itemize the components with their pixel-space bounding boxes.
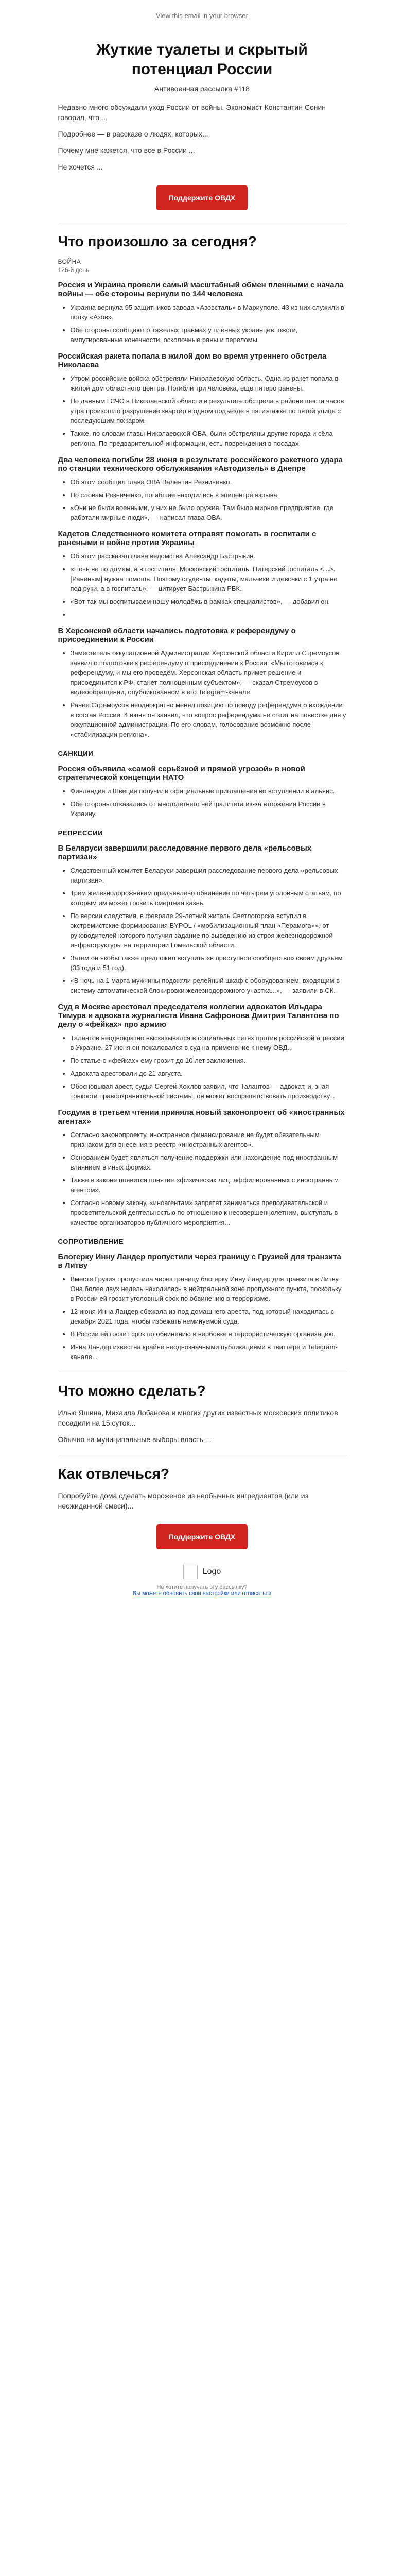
- unsubscribe-link[interactable]: Вы можете обновить свои настройки или отписаться: [132, 1590, 272, 1597]
- news-bullet: • По данным ГСЧС в Николаевской области в результате обстрела в районе шести часов утра произошло разрушение квартир в одном подъезде в пятиэтажке по пятой улице с последующим пожаром.: [71, 396, 346, 426]
- what-to-do-paragraph-2: Обычно на муниципальные выборы власть ...: [58, 1435, 212, 1444]
- law-bullet: • Основанием будет являться получение поддержки или нахождение под иностранным влиянием в иных формах.: [71, 1153, 346, 1172]
- sanctions-title: Россия объявила «самой серьёзной и прямой угрозой» в новой стратегической концепции НАТО: [58, 765, 305, 782]
- logo-label: Logo: [202, 1567, 221, 1576]
- resistance-bullet: • Вместе Грузия пропустила через границу блогерку Инну Ландер для транзита в Литву. Она более двух недель находилась в нейтральной зоне пропускного пункта, поскольку в России ей грозит уголовный срок по обвинению в терроризме.: [71, 1274, 346, 1303]
- news-title: Российская ракета попала в жилой дом во время утреннего обстрела Николаева: [58, 352, 327, 369]
- news-block-5: [58, 626, 346, 739]
- view-in-browser-link[interactable]: View this email in your browser: [156, 11, 248, 20]
- news-bullets: [58, 477, 346, 522]
- news-bullet: • Об этом рассказал глава ведомства Александр Бастрыкин.: [71, 551, 346, 561]
- news-title: Два человека погибли 28 июня в результате российского ракетного удара по станции технического обслуживания «Автодизель» в Днепре: [58, 455, 343, 473]
- support-button[interactable]: Поддержите ОВДХ: [156, 185, 248, 210]
- news-bullet: • Также, по словам главы Николаевской ОВА, были обстреляны другие города и сёла региона. По предварительной информации, есть повреждения в посадах.: [71, 429, 346, 448]
- intro-paragraph-3: Почему мне кажется, что все в России ...: [58, 146, 195, 155]
- intro-paragraph-2: Подробнее — в рассказе о людях, которых...: [58, 130, 208, 138]
- logo-wrap: [58, 1565, 346, 1579]
- news-bullet: • Заместитель оккупационной Администрации Херсонской области Кирилл Стремоусов заявил о подготовке к референдуму о присоединении к России: «Мы готовимся к референдуму, и мы его проведём. Херсонская область примет решение и присоединится к РФ, станет полноценным субъектом», — сказал Стремоусов в видеообращении, опубликованном в его Telegram-канале.: [71, 648, 346, 697]
- email-title: Жуткие туалеты и скрытый потенциал России: [96, 41, 308, 78]
- repressions-bullets: [58, 866, 346, 995]
- news-title: Кадетов Следственного комитета отправят помогать в госпитали с ранеными в войне против Украины: [58, 530, 317, 547]
- repressions-bullet: • «В ночь на 1 марта мужчины подожгли релейный шкаф с оборудованием, входящим в систему автоматической блокировки железнодорожного участка...», — заявили в СК.: [71, 976, 346, 995]
- news-bullet: • «Они не были военными, у них не было оружия. Там было мирное предприятие, где работали мирные люди», — написал глава ОВА.: [71, 503, 346, 522]
- email-subtitle: Антивоенная рассылка #118: [154, 84, 250, 93]
- news-block-1: [58, 281, 346, 345]
- resistance-bullet: • Инна Ландер известна крайне неоднозначными публикациями в твиттере и Telegram-канале...: [71, 1342, 346, 1362]
- sanctions-bullet: • Обе стороны отказались от многолетнего нейтралитета из-за вторжения России в Украину.: [71, 799, 346, 819]
- repressions-bullet: • Затем он якобы также предложил вступить «в преступное сообщество» своим друзьям (33 года и 51 год).: [71, 953, 346, 973]
- resistance-bullet: • В России ей грозит срок по обвинению в вербовке в террористическую организацию.: [71, 1329, 346, 1339]
- news-title: В Херсонской области начались подготовка к референдуму о присоединении к России: [58, 626, 296, 644]
- news-bullets: [58, 374, 346, 448]
- law-title: Госдума в третьем чтении приняла новый законопроект об «иностранных агентах»: [58, 1108, 345, 1126]
- category-heading-resistance: СОПРОТИВЛЕНИЕ: [58, 1238, 124, 1245]
- law-bullets: [58, 1130, 346, 1227]
- court-bullet: • Талантов неоднократно высказывался в социальных сетях против российской агрессии в Украине. 27 июня он пожаловался в суд на применение к нему ОВД...: [71, 1033, 346, 1053]
- resistance-bullets: [58, 1274, 346, 1362]
- footer: [58, 1565, 346, 1628]
- unsubscribe-question: Не хотите получать эту рассылку?: [156, 1584, 248, 1590]
- section-title-what-to-do: Что можно сделать?: [58, 1383, 206, 1399]
- court-bullet: • Обосновывая арест, судья Сергей Хохлов заявил, что Талантов — адвокат, и, зная тонкости правоохранительной системы, он может воспрепятствовать производству...: [71, 1081, 346, 1101]
- repressions-bullet: • Трём железнодорожникам предъявлено обвинение по четырём уголовным статьям, по которым им может грозить смертная казнь.: [71, 888, 346, 908]
- law-bullet: • Согласно новому закону, «иноагентам» запретят заниматься преподавательской и просветительской деятельностью по отношению к несовершеннолетним, выступать в качестве организаторов публичного мероприятия...: [71, 1198, 346, 1227]
- repressions-bullet: • По версии следствия, в феврале 29-летний житель Светлогорска вступил в экстремистские формирования BYPOL / «мобилизационный план «Перамога»», от руководителей которого получил задание по выведению из строя железнодорожной инфраструктуры на территории Гомельской области.: [71, 911, 346, 950]
- support-button[interactable]: Поддержите ОВДХ: [156, 1524, 248, 1549]
- repressions-bullet: • Следственный комитет Беларуси завершил расследование первого дела «рельсовых партизан».: [71, 866, 346, 885]
- repressions-title: В Беларуси завершили расследование первого дела «рельсовых партизан»: [58, 844, 312, 861]
- news-bullet: • По словам Резниченко, погибшие находились в эпицентре взрыва.: [71, 490, 346, 500]
- news-bullets: [58, 302, 346, 345]
- law-bullet: • Согласно законопроекту, иностранное финансирование не будет обязательным признаком для внесения в реестр «иностранных агентов».: [71, 1130, 346, 1149]
- resistance-title: Блогерку Инну Ландер пропустили через границу с Грузией для транзита в Литву: [58, 1252, 341, 1270]
- news-title: Россия и Украина провели самый масштабный обмен пленными с начала войны — обе стороны вернули по 144 человека: [58, 281, 344, 298]
- intro-paragraph-4: Не хочется ...: [58, 163, 103, 171]
- resistance-bullet: • 12 июня Инна Ландер сбежала из-под домашнего ареста, под который находилась с декабря 2021 года, чтобы избежать неминуемой суда.: [71, 1307, 346, 1326]
- news-bullet: • Ранее Стремоусов неоднократно менял позицию по поводу референдума о вхождении в состав России. 4 июня он заявил, что вопрос референдума не стоит на повестке дня у оккупационной администрации. По его словам, голосование возможно после «стабилизации региона».: [71, 700, 346, 739]
- sanctions-bullets: [58, 786, 346, 819]
- news-bullet: • Обе стороны сообщают о тяжелых травмах у пленных украинцев: ожоги, ампутированные конечности, осколочные раны и переломы.: [71, 325, 346, 345]
- court-title: Суд в Москве арестовал председателя коллегии адвокатов Ильдара Тимура и адвоката журналиста Ивана Сафронова Дмитрия Талантова по делу о «фейках» про армию: [58, 1003, 339, 1029]
- court-bullets: [58, 1033, 346, 1101]
- section-title-distract: Как отвлечься?: [58, 1466, 170, 1482]
- news-block-4: [58, 530, 346, 619]
- intro-paragraph-1: Недавно много обсуждали уход России от войны. Экономист Константин Сонин говорил, что ...: [58, 103, 326, 122]
- news-bullet: • Украина вернула 95 защитников завода «Азовсталь» в Мариуполе. 43 из них служили в полку «Азов».: [71, 302, 346, 322]
- category-label-war: ВОЙНА: [58, 258, 81, 265]
- news-block-2: [58, 352, 346, 448]
- news-bullet: • Утром российские войска обстреляли Николаевскую область. Одна из ракет попала в жилой дом областного центра. Погибли три человека, ещё пятеро ранены.: [71, 374, 346, 393]
- email-container: [58, 40, 346, 1628]
- category-heading-repressions: РЕПРЕССИИ: [58, 829, 103, 837]
- cta-wrap-1: [58, 185, 346, 210]
- war-day-counter: 126-й день: [58, 266, 90, 274]
- news-bullet: • «Ночь не по домам, а в госпиталя. Московский госпиталь. Питерский госпиталь <...>. [Раненым] нужна помощь. Поэтому студенты, кадеты, мальчики и девочки с 1 утра не под руки, а в госпиталь», — цитирует Бастрыкина РБК.: [71, 564, 346, 594]
- court-bullet: • По статье о «фейках» ему грозит до 10 лет заключения.: [71, 1056, 346, 1065]
- logo-image-placeholder: [183, 1565, 198, 1579]
- category-heading-sanctions: САНКЦИИ: [58, 750, 94, 757]
- news-bullets: [58, 648, 346, 739]
- news-bullet: • Об этом сообщил глава ОВА Валентин Резниченко.: [71, 477, 346, 487]
- news-block-3: [58, 455, 346, 522]
- news-bullets: [58, 551, 346, 619]
- news-bullet: [71, 609, 346, 619]
- topbar: [0, 0, 404, 31]
- section-title-what-happened: Что произошло за сегодня?: [58, 233, 257, 249]
- law-bullet: • Также в законе появится понятие «физических лиц, аффилированных с иностранным агентом».: [71, 1175, 346, 1195]
- what-to-do-paragraph-1: Илью Яшина, Михаила Лобанова и многих других известных московских политиков посадили на 15 суток...: [58, 1409, 338, 1427]
- distract-paragraph-1: Попробуйте дома сделать мороженое из необычных ингредиентов (или из неожиданной смеси)...: [58, 1492, 309, 1510]
- cta-wrap-2: [58, 1524, 346, 1549]
- court-bullet: • Адвоката арестовали до 21 августа.: [71, 1069, 346, 1078]
- sanctions-bullet: • Финляндия и Швеция получили официальные приглашения во вступлении в альянс.: [71, 786, 346, 796]
- news-bullet: • «Вот так мы воспитываем нашу молодёжь в рамках специалистов», — добавил он.: [71, 597, 346, 606]
